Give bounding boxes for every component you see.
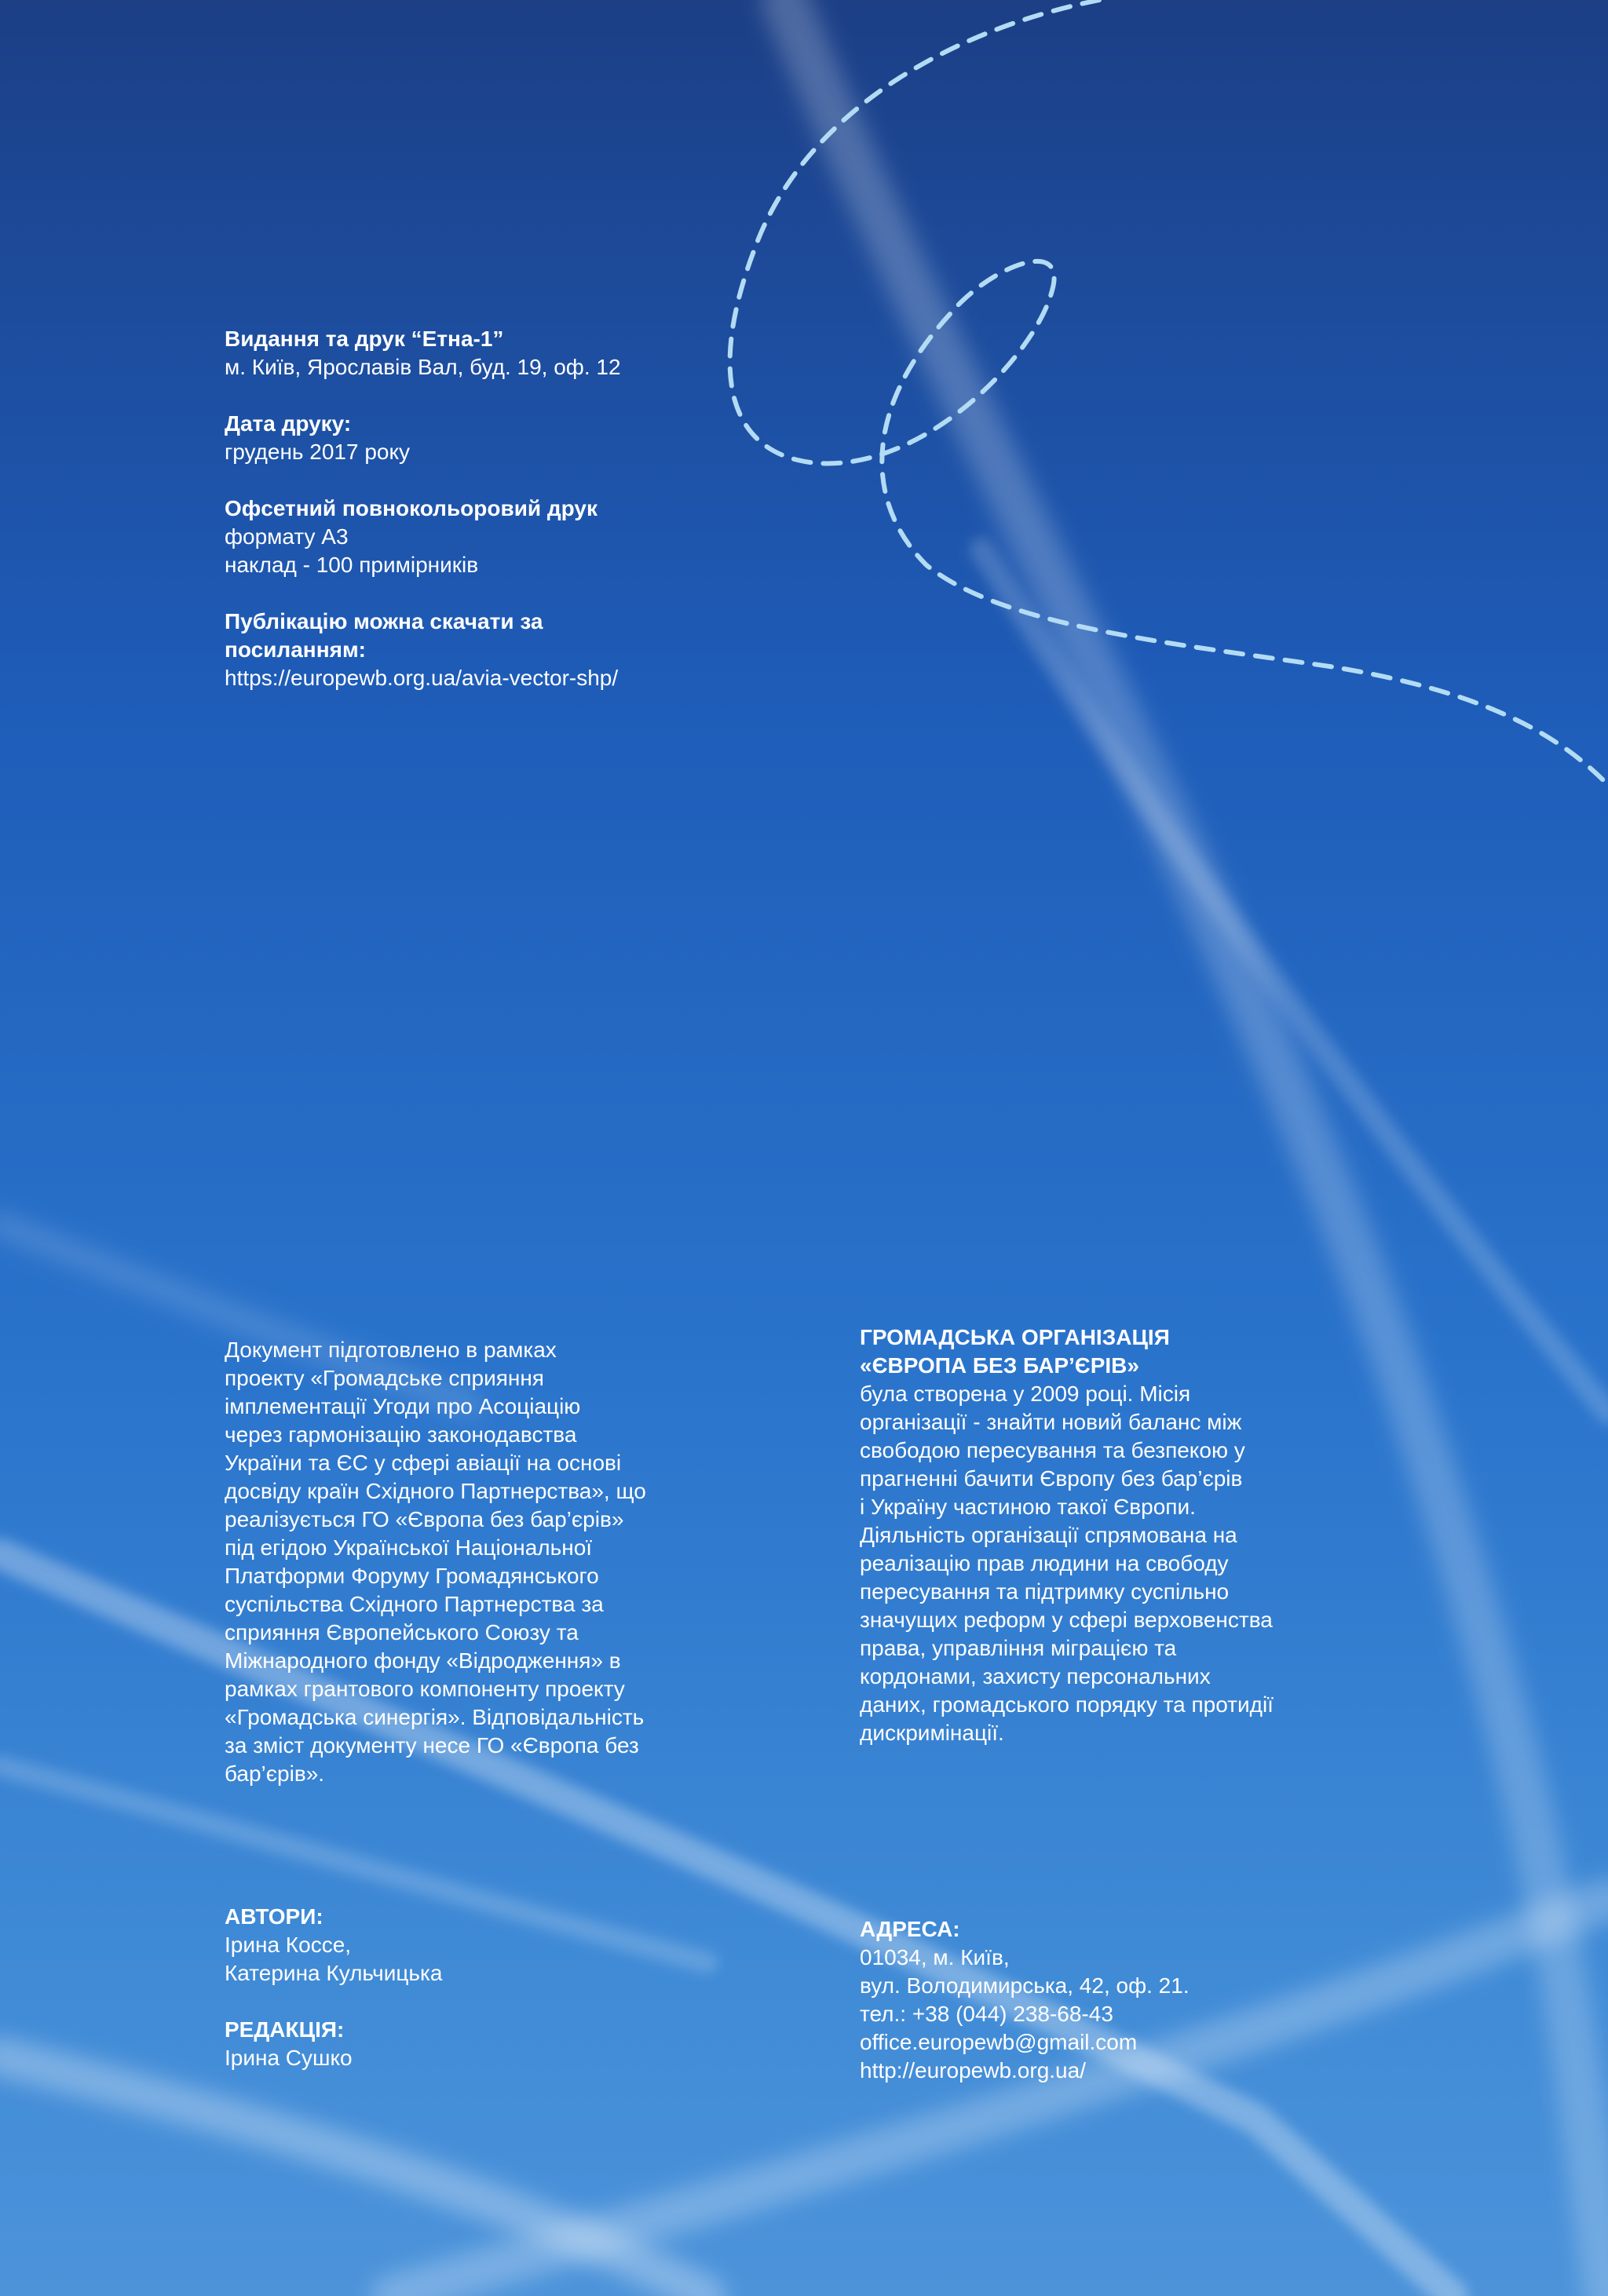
contrail-diagonal-thin	[981, 549, 1608, 1413]
project-description-line: досвіду країн Східного Партнерства», що	[225, 1479, 646, 1503]
author-name: Ірина Коссе,	[225, 1933, 352, 1957]
author-name: Катерина Кульчицька	[225, 1961, 443, 1985]
contrail-lower-2	[0, 2057, 707, 2296]
organization-line: була створена у 2009 році. Місія	[860, 1382, 1191, 1406]
address-block	[860, 1915, 1190, 2085]
address-phone[interactable]: тел.: +38 (044) 238-68-43	[860, 2002, 1113, 2026]
editors-label: РЕДАКЦІЯ:	[225, 2017, 345, 2042]
download-label-line-2: посиланням:	[225, 637, 366, 662]
address-website[interactable]: http://europewb.org.ua/	[860, 2058, 1086, 2082]
organization-line: права, управління міграцією та	[860, 1636, 1177, 1660]
address-postal: 01034, м. Київ,	[860, 1945, 1010, 1969]
project-description-line: України та ЄС у сфері авіації на основі	[225, 1451, 622, 1475]
editor-name: Ірина Сушко	[225, 2046, 353, 2070]
credits-block	[225, 1903, 442, 2072]
organization-line: даних, громадського порядку та протидії	[860, 1692, 1274, 1717]
dashed-flight-path	[730, 0, 1608, 785]
project-description-line: суспільства Східного Партнерства за	[225, 1592, 604, 1616]
printer-address: м. Київ, Ярославів Вал, буд. 19, оф. 12	[225, 355, 621, 379]
print-format: формату А3	[225, 524, 349, 549]
project-description-line: через гармонізацію законодавства	[225, 1422, 577, 1447]
organization-line: пересування та підтримку суспільно	[860, 1579, 1230, 1604]
project-description-line: Міжнародного фонду «Відродження» в	[225, 1648, 621, 1673]
project-description-line: проекту «Громадське сприяння	[225, 1366, 544, 1390]
organization-line: реалізацію прав людини на свободу	[860, 1551, 1229, 1575]
organization-line: кордонами, захисту персональних	[860, 1664, 1211, 1688]
printer-title: Видання та друк “Етна-1”	[225, 327, 504, 351]
project-description-line: бар’єрів».	[225, 1761, 325, 1786]
organization-description	[860, 1323, 1274, 1747]
project-description-line: імплементації Угоди про Асоціацію	[225, 1394, 581, 1418]
address-label: АДРЕСА:	[860, 1917, 960, 1941]
print-type: Офсетний повнокольоровий друк	[225, 496, 598, 520]
print-run: наклад - 100 примірників	[225, 553, 479, 577]
project-description-line: «Громадська синергія». Відповідальність	[225, 1705, 645, 1729]
organization-line: організації - знайти новий баланс між	[860, 1410, 1242, 1434]
project-description	[225, 1336, 646, 1788]
project-description-line: Документ підготовлено в рамках	[225, 1338, 557, 1362]
address-street: вул. Володимирська, 42, оф. 21.	[860, 1973, 1190, 1998]
download-label-line-1: Публікацію можна скачати за	[225, 609, 543, 633]
organization-title-line-2: «ЄВРОПА БЕЗ БАР’ЄРІВ»	[860, 1353, 1139, 1378]
project-description-line: реалізується ГО «Європа без бар’єрів»	[225, 1507, 624, 1531]
authors-label: АВТОРИ:	[225, 1904, 323, 1929]
address-email[interactable]: office.europewb@gmail.com	[860, 2030, 1138, 2054]
project-description-line: під егідою Української Національної	[225, 1535, 593, 1560]
project-description-line: сприяння Європейського Союзу та	[225, 1620, 579, 1644]
print-date-value: грудень 2017 року	[225, 440, 411, 464]
organization-line: Діяльність організації спрямована на	[860, 1523, 1237, 1547]
print-date-label: Дата друку:	[225, 411, 352, 436]
organization-line: дискримінації.	[860, 1721, 1004, 1745]
project-description-line: рамках грантового компоненту проекту	[225, 1677, 625, 1701]
organization-line: і Україну частиною такої Європи.	[860, 1495, 1196, 1519]
organization-line: прагненні бачити Європу без бар’єрів	[860, 1466, 1243, 1491]
download-link[interactable]: https://europewb.org.ua/avia-vector-shp/	[225, 666, 619, 690]
imprint-block	[225, 325, 621, 692]
project-description-line: за зміст документу несе ГО «Європа без	[225, 1733, 639, 1758]
organization-title-line-1: ГРОМАДСЬКА ОРГАНІЗАЦІЯ	[860, 1325, 1170, 1349]
project-description-line: Платформи Форуму Громадянського	[225, 1564, 599, 1588]
organization-line: значущих реформ у сфері верховенства	[860, 1608, 1273, 1632]
organization-line: свободою пересування та безпекою у	[860, 1438, 1245, 1462]
